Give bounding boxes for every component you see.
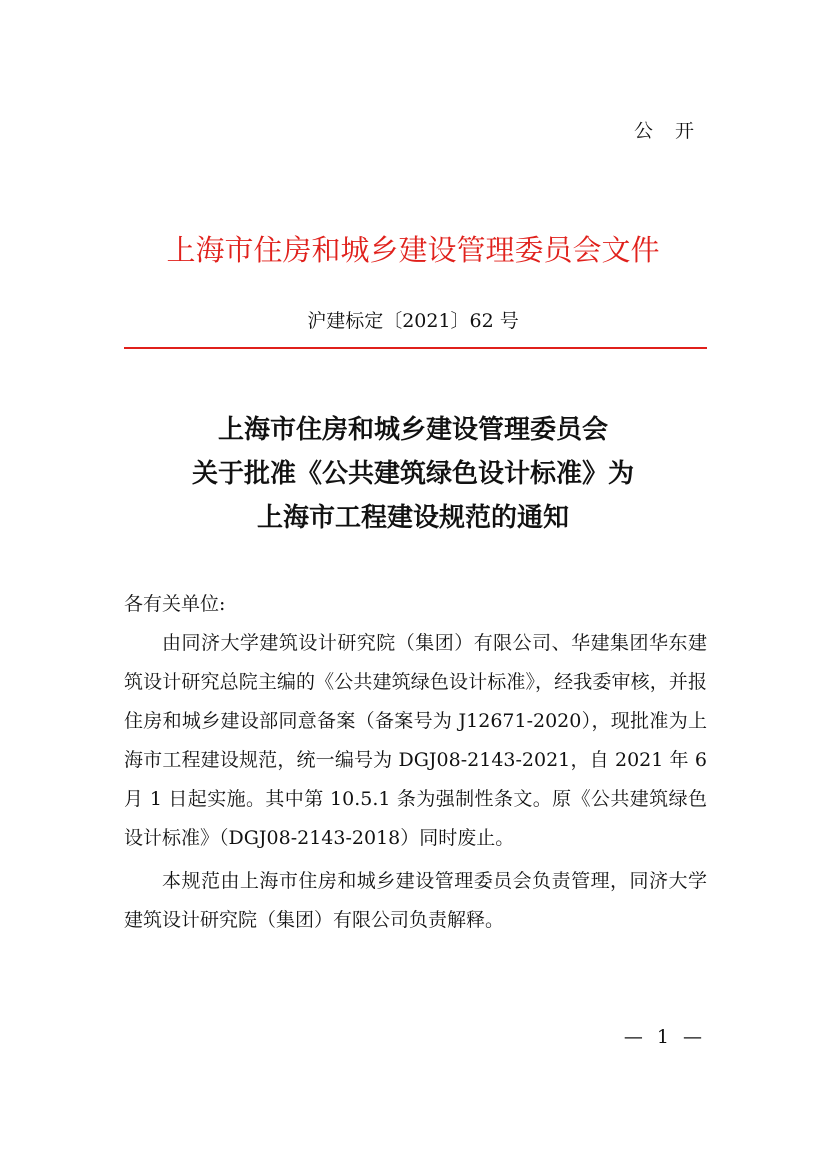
document-number: 沪建标定〔2021〕62 号 [307, 310, 519, 332]
body-paragraph-1: 由同济大学建筑设计研究院（集团）有限公司、华建集团华东建筑设计研究总院主编的《公共建筑绿色设计标准》，经我委审核，并报住房和城乡建设部同意备案（备案号为 J12671-2020），现批准为上海市工程建设规范，统一编号为 DGJ08-2143-2021，自 2021 年 6 月 1 日起实施。其中第 10.5.1 条为强制性条文。原《公共建筑绿色设计标准》（DGJ08-2143-2018）同时废止。 [124, 632, 707, 849]
issuer-heading: 上海市住房和城乡建设管理委员会文件 [166, 233, 660, 267]
title-line-3: 上海市工程建设规范的通知 [256, 503, 569, 533]
title-line-1: 上海市住房和城乡建设管理委员会 [217, 415, 608, 445]
public-mark: 公 开 [633, 120, 702, 142]
salutation: 各有关单位: [124, 593, 226, 615]
red-divider [124, 347, 707, 349]
notice-title [0, 408, 826, 540]
body-paragraph-2: 本规范由上海市住房和城乡建设管理委员会负责管理，同济大学建筑设计研究院（集团）有限公司负责解释。 [124, 870, 707, 931]
title-line-2: 关于批准《公共建筑绿色设计标准》为 [191, 459, 634, 489]
page-number: — 1 — [623, 1026, 706, 1048]
notice-body [124, 585, 707, 940]
